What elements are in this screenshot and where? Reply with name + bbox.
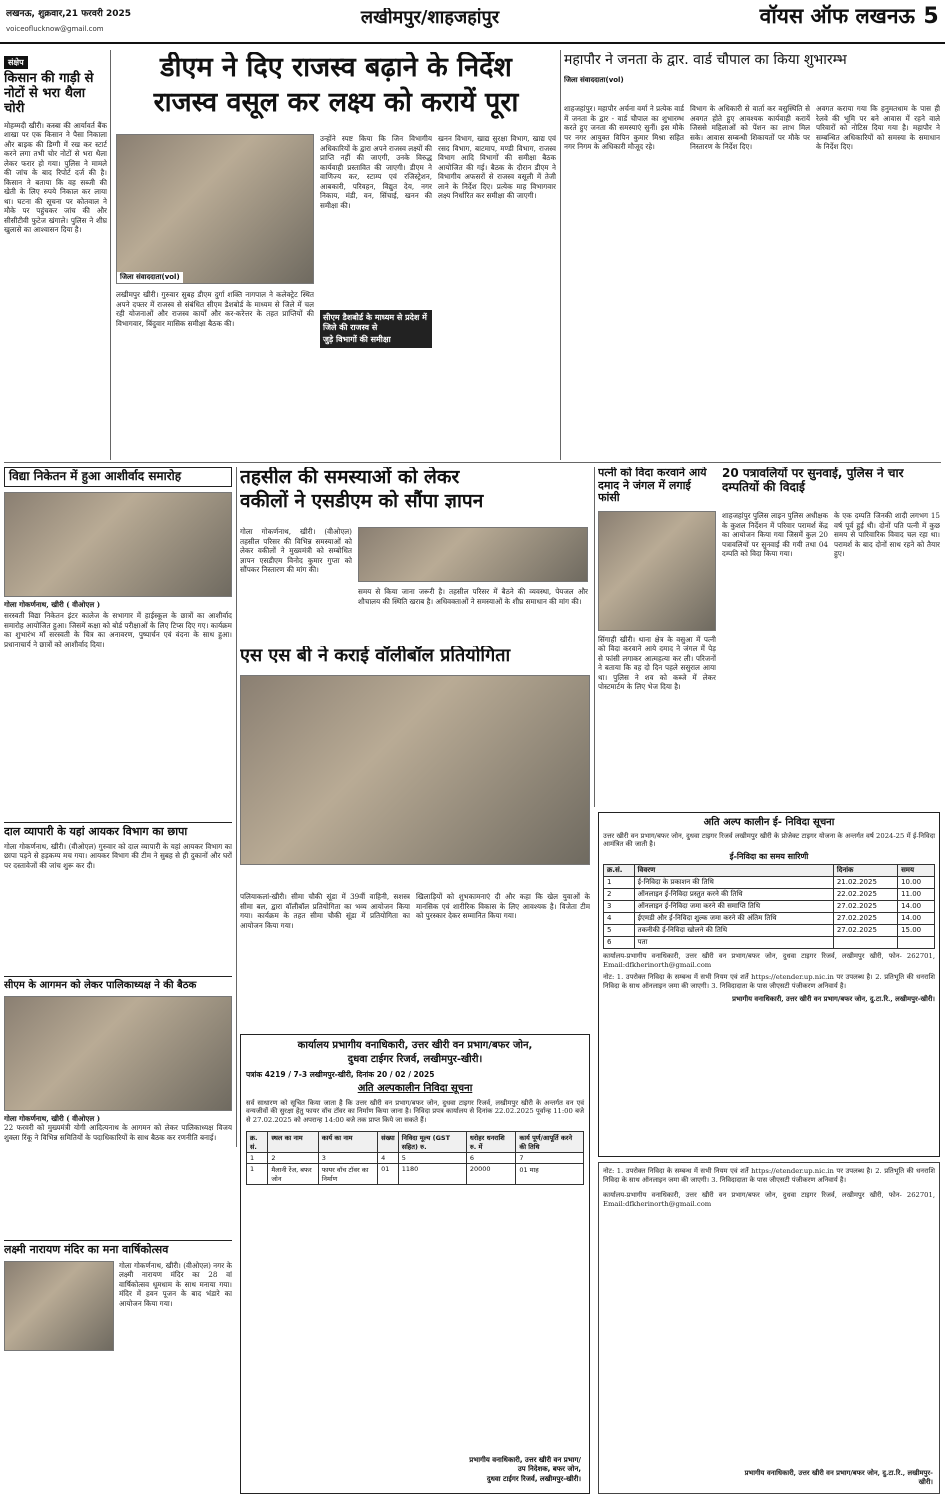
cell: 20000 (466, 1164, 515, 1185)
brief-column (4, 50, 107, 460)
cell: ऑनलाइन ई-निविदा प्रस्तुत करने की तिथि (634, 888, 833, 900)
table-row (247, 1164, 584, 1185)
school-body: सरस्वती विद्या निकेतन इंटर कालेज के सभागार में हाईस्कूल के छात्रों का आशीर्वाद समारोह आयोजित हुआ। जिसमें कक्षा को बोर्ड परीक्षाओं के लिए टिप्स दिए गए। कार्यक्रम का शुभारंभ माँ सरस्वती के चित्र का अनावरण, पुष्पार्चन एवं वंदना के साथ हुआ। प्रधानाचार्य ने छात्रों को आशीर्वाद दिया। (4, 611, 232, 649)
lead-subhead (320, 310, 432, 348)
cell: 1 (604, 876, 635, 888)
tax-story (4, 822, 232, 972)
divider (236, 467, 237, 1147)
tender-top-address-continued: कार्यालय-प्रभागीय वनाधिकारी, उत्तर खीरी वन प्रभाग/बफर जोन, दुधवा टाइगर रिजर्व, लखीमपुर खीरी, फोन- 262701, Email:dfkherinorth@gmail.com (603, 1190, 935, 1208)
mayor-byline: जिला संवाददाता(vol) (564, 76, 624, 85)
cell: 4 (604, 912, 635, 924)
tehsil-photo (358, 527, 588, 582)
tender-bottom-title: अति अल्पकालीन निविदा सूचना (357, 1083, 473, 1094)
cell (898, 936, 935, 948)
couples-story (722, 467, 940, 807)
th-col: निविदा मूल्य (GST सहित) रु. (398, 1132, 466, 1153)
lead-subhead-2: जुड़े विभागों की समीक्षा (323, 334, 391, 344)
mayor-body-2: विभाग के अधिकारी से वार्ता कर वसुस्थिति से अवगत होते हुए आवश्यक कार्यवाही करायें जिससे महिलाओं को पेंशन का लाभ मिल सके। आवास सम्बन्धी शिकायतों पर मौके पर निस्तारण के निर्देश दिए। (690, 104, 810, 151)
table-row (604, 936, 935, 948)
tender-top-notes-continued: नोट: 1. उपरोक्त निविदा के सम्बन्ध में सभी नियम एवं शर्ते https://etender.up.nic.in पर उपलब्ध है। 2. प्रतिभूति की धनराशि निविदा के साथ ऑनलाइन जमा की जाएगी। 3. निविदादाता के पास जीएसटी पंजीकरण अनिवार्य है। (603, 1167, 935, 1184)
tender-top-intro: उत्तर खीरी वन प्रभाग/बफर जोन, दुधवा टाइगर रिजर्व लखीमपुर खीरी के प्रोजेक्ट टाइगर योजना के अन्तर्गत वर्ष 2024-25 में ई-निविदा आमंत्रित की जाती है। (603, 831, 935, 849)
th-col: क्र. सं. (247, 1132, 268, 1153)
th-col: कार्य का नाम (318, 1132, 377, 1153)
cell: मैलानी रेंज, बफर जोन (268, 1164, 318, 1185)
tender-bottom-signature-3: दुधवा टाईगर रिजर्व, लखीमपुर-खीरी। (486, 1475, 581, 1484)
tender-top-signature-continued: प्रभागीय वनाधिकारी, उत्तर खीरी वन प्रभाग/बफर जोन, दु.टा.रि., लखीमपुर-खीरी। (744, 1469, 933, 1487)
volleyball-headline: एस एस बी ने कराई वॉलीबॉल प्रतियोगिता (240, 646, 511, 666)
couples-body-2: के एक दम्पति जिनकी शादी लगभग 15 वर्ष पूर्व हुई थी। दोनों पति पत्नी में कुछ समय से पारिवारिक विवाद चल रहा था। परामर्श के बाद दोनों साथ रहने को तैयार हुए। (834, 511, 940, 558)
cell: 1180 (398, 1164, 466, 1185)
cell: ई-निविदा के प्रकाशन की तिथि (634, 876, 833, 888)
cell: तकनीकी ई-निविदा खोलने की तिथि (634, 924, 833, 936)
couples-headline: 20 पत्रावलियों पर सुनवाई, पुलिस ने चार दम्पतियों की विदाई (722, 467, 904, 494)
suicide-headline: पत्नी को विदा करवाने आये दमाद ने जंगल में लगाई फांसी (598, 467, 707, 505)
lead-subhead-1: सीएम डैशबोर्ड के माध्यम से प्रदेश में जिले की राजस्व से (323, 313, 427, 333)
mayor-headline: महापौर ने जनता के द्वार. वार्ड चौपाल का किया शुभारम्भ (564, 52, 847, 68)
tender-bottom-header (247, 1132, 584, 1153)
cell: ऑनलाइन ई-निविदा जमा करने की समाप्ति तिथि (634, 900, 833, 912)
cell: 01 माह (516, 1164, 584, 1185)
divider (560, 50, 561, 460)
tehsil-story (240, 467, 590, 642)
tender-top-address: कार्यालय-प्रभागीय वनाधिकारी, उत्तर खीरी वन प्रभाग/बफर जोन, दुधवा टाइगर रिजर्व, लखीमपुर खीरी, फोन- 262701, Email:dfkherinorth@gmail.com (603, 951, 935, 969)
tender-top-signature: प्रभागीय वनाधिकारी, उत्तर खीरी वन प्रभाग/बफर जोन, दु.टा.रि., लखीमपुर-खीरी। (732, 994, 935, 1003)
th-col: स्थल का नाम (268, 1132, 318, 1153)
masthead-email[interactable]: voiceoflucknow@gmail.com (6, 25, 104, 33)
section-title: लखीमपुर/शाहजहांपुर (360, 8, 500, 28)
masthead (0, 0, 945, 44)
tehsil-body-2: समय से किया जाना जरूरी है। तहसील परिसर में बैठने की व्यवस्था, पेयजल और शौचालय की स्थिति खराब है। अधिवक्ताओं ने समस्याओं के शीघ्र समाधान की मांग की। (358, 587, 588, 606)
brand-logo: वॉयस ऑफ लखनऊ (759, 4, 915, 28)
th-time: समय (898, 864, 935, 876)
th-sno: क्र.सं. (604, 864, 635, 876)
th-col: कार्य पूर्ण/आपूर्ति करने की तिथि (516, 1132, 584, 1153)
mayor-story (564, 52, 940, 460)
lead-headline-1: डीएम ने दिए राजस्व बढ़ाने के निर्देश (160, 52, 512, 83)
table-row (604, 876, 935, 888)
lead-body-3: खनन विभाग, खाद्य सुरक्षा विभाग, खाद्य एवं रसद विभाग, बाटमाप, मण्डी विभाग, राजस्व विभाग आदि विभागों की समीक्षा बैठक आयोजित की गई। बैठक के दौरान डीएम ने विभागीय अफसरों से राजस्व वसूली में तेजी लाने के निर्देश दिए। प्रत्येक माह विभागवार लक्ष्य निर्धारित कर समीक्षा की जाएगी। (438, 134, 556, 200)
cell: पता (634, 936, 833, 948)
th-desc: विवरण (634, 864, 833, 876)
cell: 27.02.2025 (833, 912, 897, 924)
suicide-story (598, 467, 716, 807)
date-line: लखनऊ, शुक्रवार,21 फरवरी 2025 (6, 9, 132, 19)
cm-visit-story (4, 976, 232, 1236)
th-col: धरोहर धनराशि रु. में (466, 1132, 515, 1153)
mayor-body-3: अवगत कराया गया कि हनुमतधाम के पास ही रेलवे की भूमि पर बने आवास में रहने वाले परिवारों को नोटिस दिया गया है। महापौर ने सम्बन्धित अधिकारियों को समस्या के समाधान के निर्देश दिए। (816, 104, 940, 151)
cell: ईएमडी और ई-निविदा शुल्क जमा करने की अंतिम तिथि (634, 912, 833, 924)
tax-body: गोला गोकर्णनाथ, खीरी। (वीओएल) गुरुवार को दाल व्यापारी के यहां आयकर विभाग का छापा पड़ने से हड़कम्प मच गया। आयकर विभाग की टीम ने सुबह से ही दुकानों और घरों पर दस्तावेजों की जांच शुरू कर दी। (4, 841, 232, 870)
temple-story (4, 1240, 232, 1495)
tender-top (598, 812, 940, 1157)
cell: फायर वॉच टॉवर का निर्माण (318, 1164, 377, 1185)
cell: 22.02.2025 (833, 888, 897, 900)
num-cell: 1 (247, 1153, 268, 1164)
brief-body: मोहम्मदी खीरी। कस्बा की आर्यावर्त बैंक शाखा पर एक किसान ने पैसा निकाला और बाइक की डिग्गी में रख कर स्टार्ट करने लगा तभी चोर नोटों से भरा थैला लेकर फरार हो गया। पुलिस ने मामले की जांच के बाद रिपोर्ट दर्ज की है। किसान ने बताया कि वह सब्जी की खेती के लिए रुपये निकाल कर लाया था। घटना की सूचना पर कोतवाल ने मौके पर पहुंचकर जांच की और सीसीटीवी फुटेज खंगाले। पुलिस ने शीघ्र खुलासे का आश्वासन दिया है। (4, 120, 107, 235)
tender-schedule-body (604, 876, 935, 948)
num-cell: 7 (516, 1153, 584, 1164)
cell: 15.00 (898, 924, 935, 936)
cell: 14.00 (898, 900, 935, 912)
num-cell: 5 (398, 1153, 466, 1164)
cm-visit-body: 22 फरवरी को मुख्यमंत्री योगी आदित्यनाथ के आगमन को लेकर पालिकाध्यक्ष विजय शुक्ला रिंकू ने विभिन्न समितियों के पदाधिकारियों के साथ बैठक कर रणनीति बनाई। (4, 1123, 232, 1142)
num-cell: 6 (466, 1153, 515, 1164)
tender-schedule-header (604, 864, 935, 876)
cell (833, 936, 897, 948)
cell: 21.02.2025 (833, 876, 897, 888)
cell: 5 (604, 924, 635, 936)
divider (4, 462, 941, 463)
lead-photo (116, 134, 314, 284)
mayor-body-1: शाहजहांपुर। महापौर अर्चना वर्मा ने प्रत्येक वार्ड में जनता के द्वार - वार्ड चौपाल का शुभारम्भ करते हुए जनता की समस्याएं सुनीं। इस मौके पर नगर आयुक्त विपिन कुमार मिश्रा सहित नगर निगम के अधिकारी मौजूद रहे। (564, 104, 684, 151)
volleyball-body-1: पलियाकलां-खीरी। सीमा चौकी सूंडा में 39वीं वाहिनी, सशस्त्र सीमा बल, द्वारा वॉलीबॉल प्रतियोगिता का भव्य आयोजन किया गया। कार्यक्रम के तहत सीमा चौकी सूंडा में प्रतियोगिता का आयोजन किया गया। (240, 892, 410, 930)
brief-headline: किसान की गाड़ी से नोटों से भरा थैला चोरी (4, 71, 94, 116)
table-row (604, 924, 935, 936)
tender-bottom (240, 1034, 590, 1494)
th-col: संख्या (378, 1132, 399, 1153)
tender-bottom-body: सर्व साधारण को सूचित किया जाता है कि उत्तर खीरी वन प्रभाग/बफर जोन, दुधवा टाइगर रिजर्व, लखीमपुर खीरी के अन्तर्गत वन एवं वन्यजीवों की सुरक्षा हेतु फायर वॉच टॉवर का निर्माण किया जाना है। निविदा प्रपत्र कार्यालय से दिनांक 22.02.2025 पूर्वान्ह 11:00 बजे से 27.02.2025 को अपरान्ह 14:00 बजे तक प्राप्त किये जा सकते हैं। (246, 1098, 584, 1125)
cell: 2 (604, 888, 635, 900)
cell: 1 (247, 1164, 268, 1185)
tender-top-notes: नोट: 1. उपरोक्त निविदा के सम्बन्ध में सभी नियम एवं शर्ते https://etender.up.nic.in पर उपलब्ध है। 2. प्रतिभूति की धनराशि निविदा के साथ ऑनलाइन जमा की जाएगी। 3. निविदादाता के पास जीएसटी पंजीकरण अनिवार्य है। (603, 972, 935, 990)
school-photo (4, 492, 232, 597)
school-caption: गोला गोकर्णनाथ, खीरी ( वीओएल ) (4, 599, 101, 609)
tax-headline: दाल व्यापारी के यहां आयकर विभाग का छापा (4, 822, 232, 839)
tender-schedule-table (603, 864, 935, 949)
lead-body-1: लखीमपुर खीरी। गुरुवार सुबह डीएम दुर्गा शक्ति नागपाल ने कलेक्ट्रेट स्थित अपने दफ्तर में राजस्व से संबंधित सीएम डैशबोर्ड के माध्यम से जिले में चल रही योजनाओं और राजस्व कार्यों और कर-करेत्तर के तहत प्राप्तियों की विभागवार, बिंदुवार मासिक समीक्षा बैठक की। (116, 290, 314, 328)
tender-bottom-org-1: कार्यालय प्रभागीय वनाधिकारी, उत्तर खीरी वन प्रभाग/बफर जोन, (297, 1040, 533, 1051)
cell: 27.02.2025 (833, 924, 897, 936)
th-date: दिनांक (833, 864, 897, 876)
tender-top-continuation (598, 1162, 940, 1494)
tehsil-headline-2: वकीलों ने एसडीएम को सौंपा ज्ञापन (240, 489, 484, 512)
cm-visit-photo (4, 996, 232, 1111)
lead-body-2: उन्होंने स्पष्ट किया कि जिन विभागीय अधिकारियों के द्वारा अपने राजस्व लक्ष्यों की प्राप्ति नहीं की जाएगी, उनके विरुद्ध कार्यवाही प्रस्तावित की जाएगी। डीएम ने वाणिज्य कर, स्टाम्प एवं रजिस्ट्रेशन, आबकारी, परिवहन, विद्युत देय, नगर निकाय, मंडी, वन, सिंचाई, खनन की समीक्षा की। (320, 134, 432, 210)
lead-headline-2: राजस्व वसूल कर लक्ष्य को करायें पूरा (153, 87, 519, 119)
num-cell: 4 (378, 1153, 399, 1164)
cell: 01 (378, 1164, 399, 1185)
divider (594, 467, 595, 807)
volleyball-body-2: खिलाड़ियों को शुभकामनाएं दी और कहा कि खेल युवाओं के मानसिक एवं शारीरिक विकास के लिए आवश्यक है। विजेता टीम को पुरस्कार देकर सम्मानित किया गया। (416, 892, 590, 920)
temple-photo (4, 1261, 114, 1351)
lead-story (116, 52, 556, 460)
table-row (604, 900, 935, 912)
table-row (604, 912, 935, 924)
temple-body: गोला गोकर्णनाथ, खीरी। (वीओएल) नगर के लक्ष्मी नारायण मंदिर का 28 वां वार्षिकोत्सव धूमधाम के साथ मनाया गया। मंदिर में हवन पूजन के बाद भंडारे का आयोजन किया गया। (119, 1260, 232, 1308)
page-number: 5 (923, 4, 939, 29)
num-cell: 2 (268, 1153, 318, 1164)
tehsil-headline-1: तहसील की समस्याओं को लेकर (240, 467, 460, 488)
cm-visit-caption: गोला गोकर्णनाथ, खीरी ( वीओएल ) (4, 1113, 101, 1123)
cm-visit-headline: सीएम के आगमन को लेकर पालिकाध्यक्ष ने की बैठक (4, 976, 232, 992)
cell: 11.00 (898, 888, 935, 900)
lead-photo-caption: जिला संवाददाता(vol) (117, 272, 183, 283)
table-row (604, 888, 935, 900)
tender-bottom-table (246, 1131, 584, 1185)
tender-bottom-ref: पत्रांक 4219 / 7-3 लखीमपुर-खीरी, दिनांक 20 / 02 / 2025 (246, 1070, 435, 1079)
cell: 10.00 (898, 876, 935, 888)
tender-bottom-signature-2: उप निदेशक, बफर जोन, (517, 1465, 581, 1474)
tender-bottom-signature-1: प्रभागीय वनाधिकारी, उत्तर खीरी वन प्रभाग/ (469, 1455, 581, 1464)
brief-label: संक्षेप (4, 56, 28, 69)
suicide-photo (598, 511, 716, 631)
tender-bottom-numbers (247, 1153, 584, 1164)
cell: 14.00 (898, 912, 935, 924)
school-story (4, 467, 232, 817)
couples-body-1: शाहजहांपुर पुलिस लाइन पुलिस अधीक्षक के कुशल निर्देशन में परिवार परामर्श केंद्र का आयोजन किया गया जिसमें कुल 20 पत्रावलियों पर सुनवाई की गयी तथा 04 दम्पति को विदा किया गया। (722, 511, 828, 558)
cell: 27.02.2025 (833, 900, 897, 912)
suicide-body: सिंगाही खीरी। थाना क्षेत्र के वसुआ में पत्नी को विदा करवाने आये दमाद ने जंगल में पेड़ से फांसी लगाकर आत्महत्या कर ली। परिजनों ने बताया कि वह दो दिन पहले ससुराल आया था। पुलिस ने शव को कब्जे में लेकर पोस्टमार्टम के लिए भेज दिया है। (598, 634, 716, 692)
school-headline: विद्या निकेतन में हुआ आशीर्वाद समारोह (4, 467, 232, 487)
volleyball-photo (240, 675, 590, 865)
tehsil-body-1: गोला गोकर्णनाथ, खीरी। (वीओएल) तहसील परिसर की विभिन्न समस्याओं को लेकर वकीलों ने मुख्यमंत्री को सम्बोधित ज्ञापन एसडीएम विनोद कुमार गुप्ता को सौंपकर निस्तारण की मांग की। (240, 527, 352, 574)
num-cell: 3 (318, 1153, 377, 1164)
volleyball-story (240, 646, 590, 886)
tender-schedule-title: ई-निविदा का समय सारिणी (729, 852, 809, 862)
temple-headline: लक्ष्मी नारायण मंदिर का मना वार्षिकोत्सव (4, 1240, 232, 1257)
divider (110, 50, 111, 460)
tender-bottom-org-2: दुधवा टाईगर रिजर्व, लखीमपुर-खीरी। (347, 1053, 483, 1065)
tender-top-title: अति अल्प कालीन ई- निविदा सूचना (703, 817, 835, 828)
cell: 6 (604, 936, 635, 948)
cell: 3 (604, 900, 635, 912)
